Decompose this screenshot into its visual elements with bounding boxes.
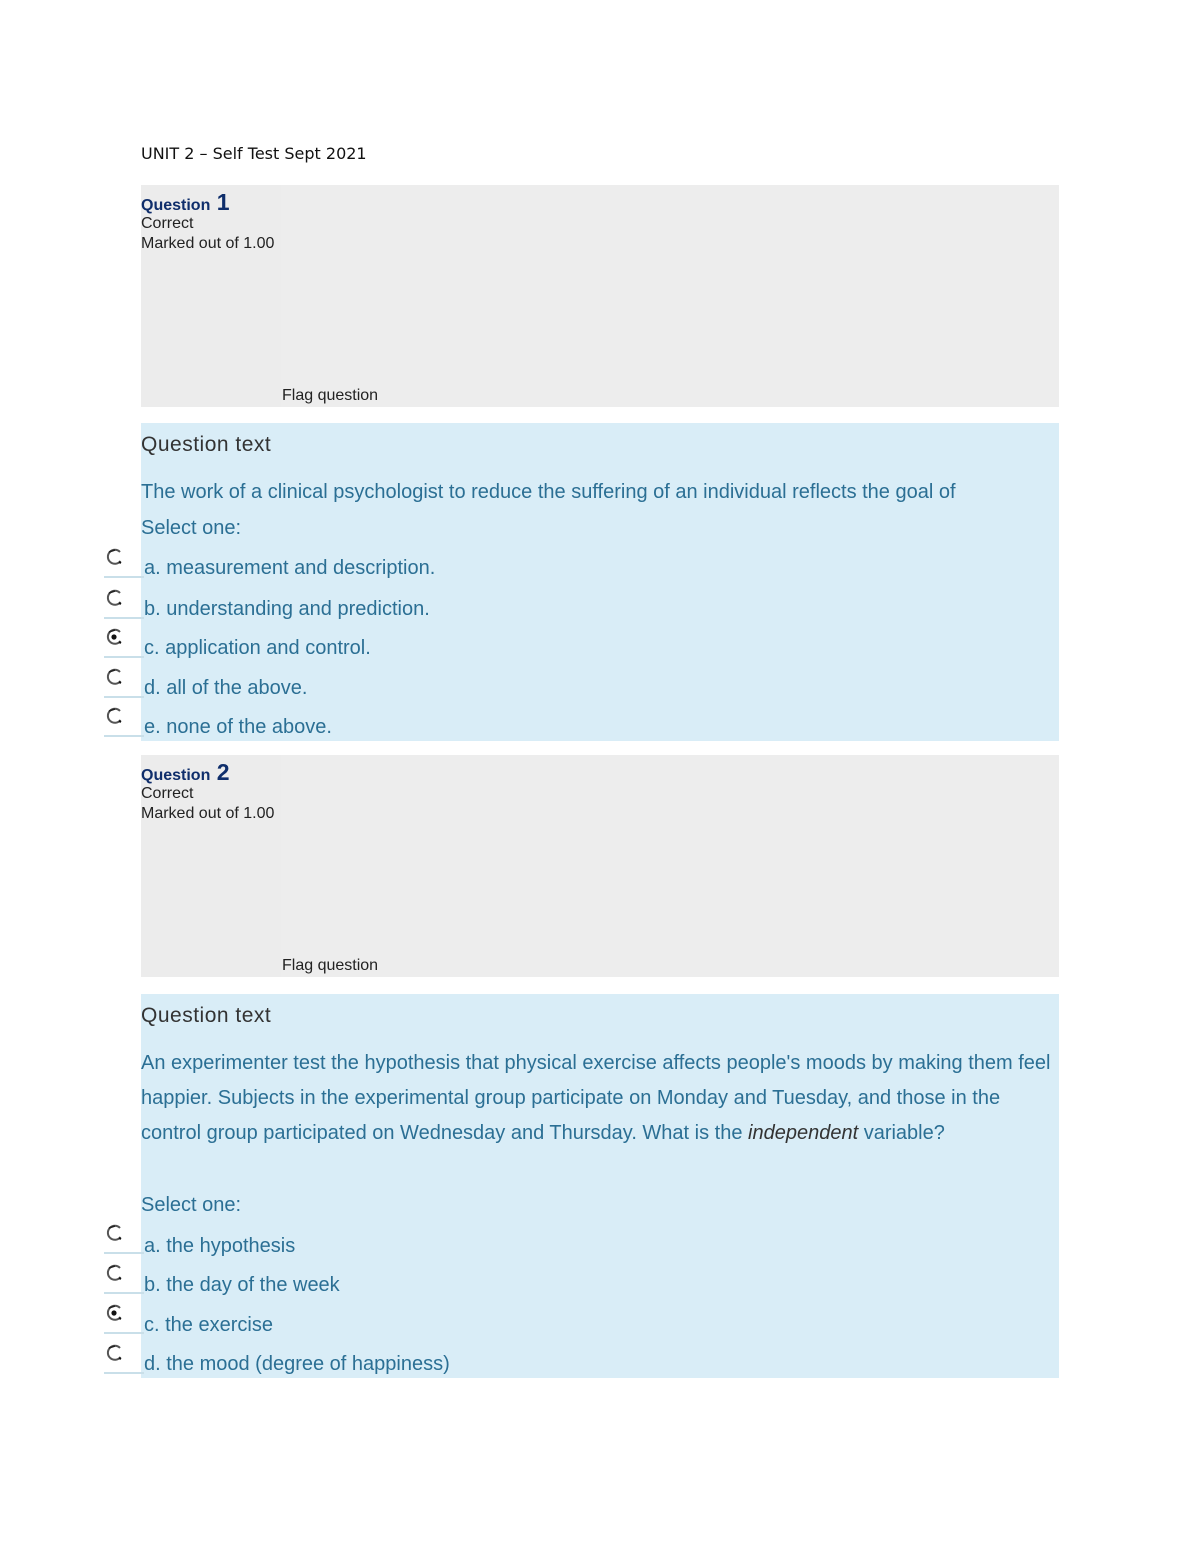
question-1-radio-a[interactable]	[106, 548, 120, 562]
question-1-flag-link[interactable]: Flag question	[282, 387, 379, 404]
option-divider	[104, 735, 144, 737]
question-1-radio-c[interactable]	[106, 628, 120, 642]
question-1-option-c[interactable]: c. application and control.	[144, 637, 371, 659]
question-1-content	[141, 423, 1059, 741]
question-1-text-heading: Question text	[141, 433, 272, 456]
question-1-number: 1	[216, 189, 230, 215]
question-2-mark: Marked out of 1.00	[141, 805, 275, 822]
question-1-option-e[interactable]: e. none of the above.	[144, 716, 332, 738]
question-1-info-left	[141, 185, 281, 407]
question-1-option-a[interactable]: a. measurement and description.	[144, 557, 436, 579]
question-2-state: Correct	[141, 785, 194, 802]
question-2-select-label: Select one:	[141, 1194, 242, 1216]
question-1-mark: Marked out of 1.00	[141, 235, 275, 252]
question-2-text: An experimenter test the hypothesis that physical exercise affects people's moods by making them feel happier. Subjects in the experimental group participate on Monday and Tuesday, and those in the control group participated on Wednesday and Thursday. What is the independent variable?	[141, 1052, 1051, 1144]
question-1-select-label: Select one:	[141, 517, 242, 539]
question-2-radio-d[interactable]	[106, 1344, 120, 1358]
question-1-text: The work of a clinical psychologist to reduce the suffering of an individual reflects the goal of	[141, 481, 956, 503]
question-2-content	[141, 994, 1059, 1378]
option-divider	[104, 1372, 144, 1374]
question-1-option-b[interactable]: b. understanding and prediction.	[144, 598, 430, 620]
question-2-option-b[interactable]: b. the day of the week	[144, 1274, 340, 1296]
question-1-radio-b[interactable]	[106, 589, 120, 603]
question-2-radio-a[interactable]	[106, 1224, 120, 1238]
question-2-radio-c[interactable]	[106, 1304, 120, 1318]
question-2-label: Question 2	[141, 759, 230, 785]
question-2-radio-b[interactable]	[106, 1264, 120, 1278]
question-1-label: Question 1	[141, 189, 230, 215]
question-2-text-heading: Question text	[141, 1004, 272, 1027]
question-1-radio-d[interactable]	[106, 668, 120, 682]
option-divider	[104, 617, 144, 619]
question-1-option-d[interactable]: d. all of the above.	[144, 677, 308, 699]
question-2-text-emphasis: independent	[748, 1122, 859, 1144]
question-2-number: 2	[216, 759, 230, 785]
question-2-option-d[interactable]: d. the mood (degree of happiness)	[144, 1353, 450, 1375]
option-divider	[104, 1252, 144, 1254]
question-2-option-c[interactable]: c. the exercise	[144, 1314, 273, 1336]
option-divider	[104, 576, 144, 578]
question-2-option-a[interactable]: a. the hypothesis	[144, 1235, 296, 1257]
question-1-state: Correct	[141, 215, 194, 232]
option-divider	[104, 1292, 144, 1294]
question-2-info-left	[141, 755, 281, 977]
document-title: UNIT 2 – Self Test Sept 2021	[141, 144, 367, 163]
question-2-flag-link[interactable]: Flag question	[282, 957, 379, 974]
option-divider	[104, 696, 144, 698]
question-1-info	[141, 185, 1059, 407]
option-divider	[104, 656, 144, 658]
option-divider	[104, 1332, 144, 1334]
question-1-radio-e[interactable]	[106, 707, 120, 721]
question-2-info	[141, 755, 1059, 977]
